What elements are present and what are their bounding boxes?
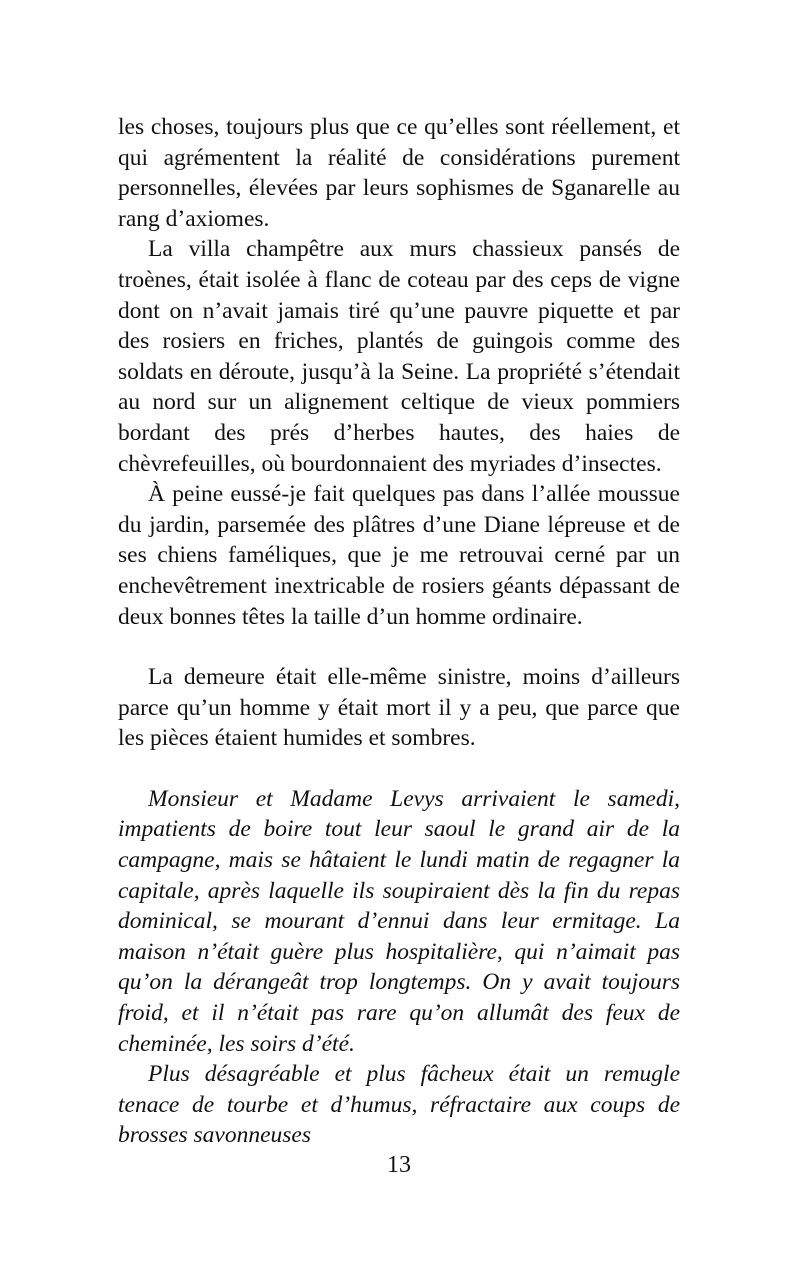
italic-paragraph-1: Monsieur et Madame Levys arrivaient le samedi, impatients de boire tout leur saoul le grand air de la campagne, mais se hâtaient le lundi matin de regagner la capitale, après laquelle ils soupiraient dès la fin du repas dominical, se mourant d’ennui dans leur ermitage. La maison n’était guère plus hospitalière, qui n’aimait pas qu’on la dérangeât trop longtemps. On y avait toujours froid, et il n’était pas rare qu’on allumât des feux de cheminée, les soirs d’été. xyxy=(118,785,680,1057)
paragraph-2: La villa champêtre aux murs chassieux pansés de troènes, était isolée à flanc de coteau par des ceps de vigne dont on n’avait jamais tiré qu’une pauvre piquette et par des rosiers en friches, plantés de guingois comme des soldats en déroute, jusqu’à la Seine. La propriété s’étendait au nord sur un alignement celtique de vieux pommiers bordant des prés d’herbes hautes, des haies de chèvrefeuilles, où bourdonnaient des myriades d’insectes. xyxy=(118,236,680,477)
paragraph-1: les choses, toujours plus que ce qu’elles sont réellement, et qui agrémentent la réalité de considérations purement personnelles, élevées par leurs sophismes de Sganarelle au rang d’axiomes. xyxy=(118,114,680,232)
paragraph-3: À peine eussé-je fait quelques pas dans l’allée moussue du jardin, parsemée des plâtres d’une Diane lépreuse et de ses chiens faméliques, que je me retrouvai cerné par un enchevêtrement inextricable de rosiers géants dépassant de deux bonnes têtes la taille d’un homme ordinaire. xyxy=(118,481,680,630)
italic-paragraph-2: Plus désagréable et plus fâcheux était un remugle tenace de tourbe et d’humus, réfractaire aux coups de brosses savonneuses xyxy=(118,1061,680,1149)
paragraph-4: La demeure était elle-même sinistre, moins d’ailleurs parce qu’un homme y était mort il y a peu, que parce que les pièces étaient humides et sombres. xyxy=(118,664,680,752)
page-body xyxy=(118,112,680,1151)
section-break xyxy=(118,632,680,662)
page-number: 13 xyxy=(387,1152,411,1178)
section-break xyxy=(118,754,680,784)
